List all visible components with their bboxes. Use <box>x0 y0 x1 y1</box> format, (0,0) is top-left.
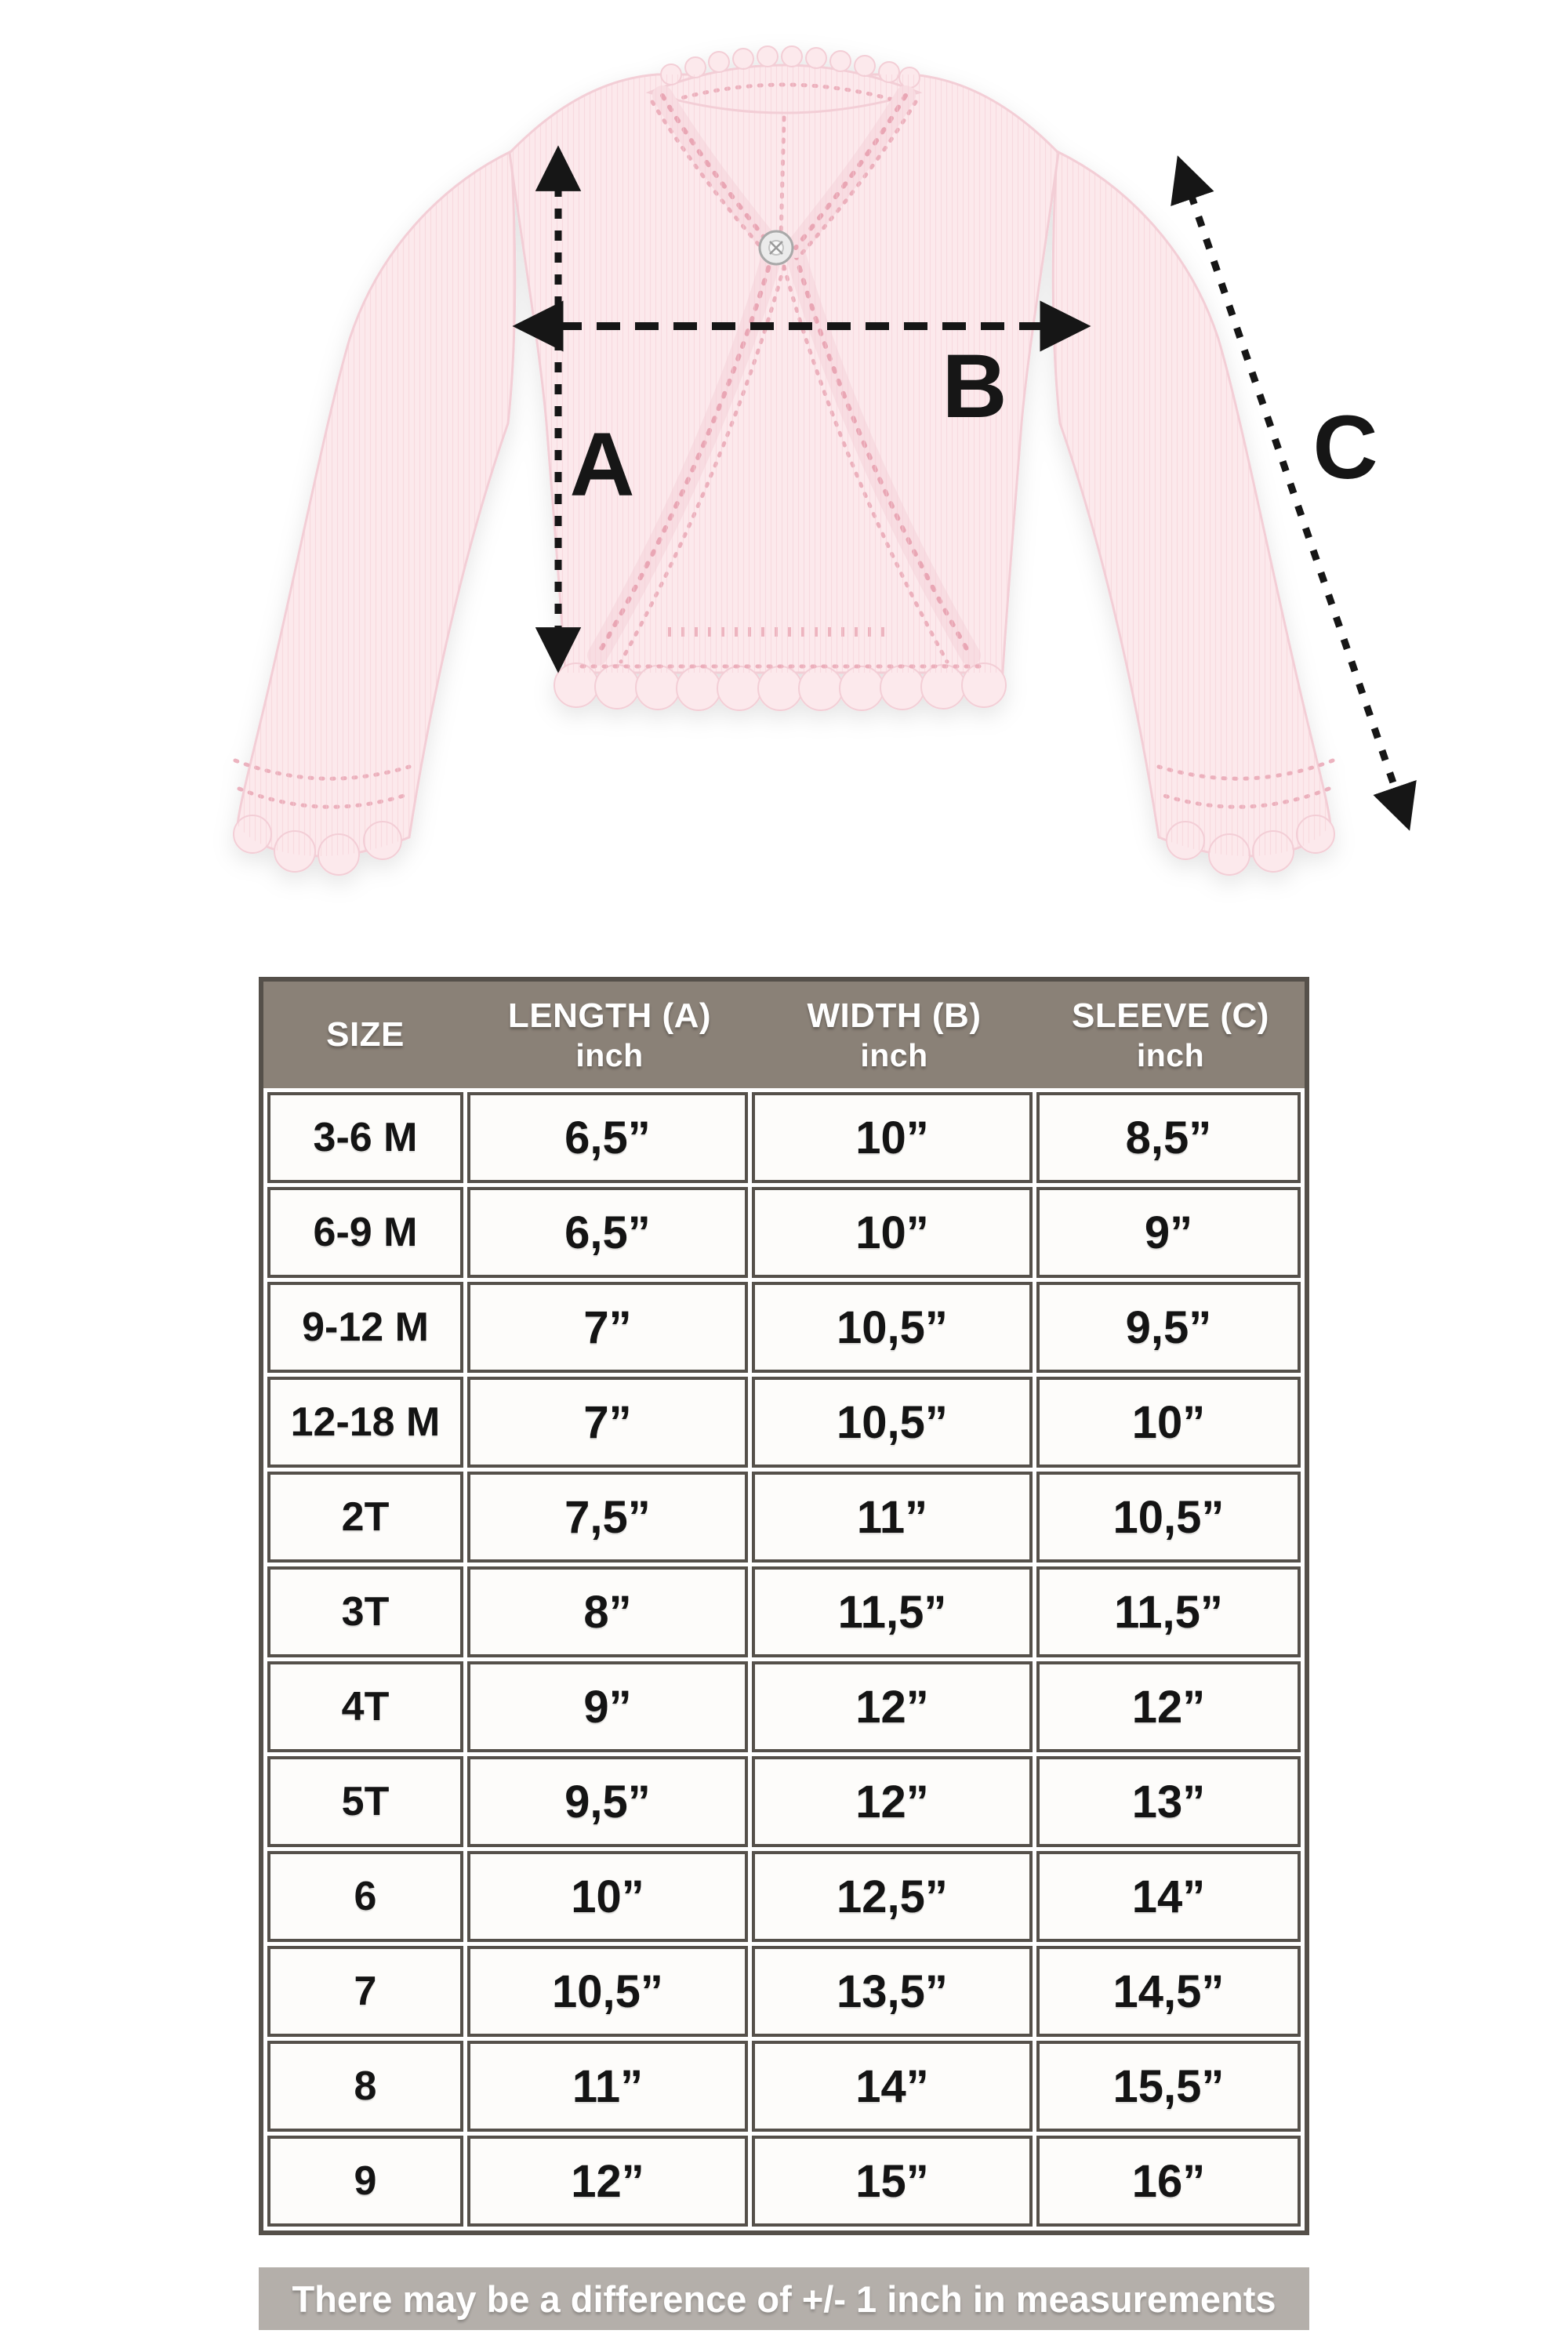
width-cell: 10” <box>752 1092 1033 1183</box>
width-cell: 12” <box>752 1756 1033 1847</box>
length-cell: 6,5” <box>467 1187 748 1278</box>
label-sleeve-c: C <box>1312 397 1378 498</box>
header-cell-width <box>752 982 1036 1088</box>
length-cell: 11” <box>467 2041 748 2132</box>
length-cell: 12” <box>467 2136 748 2227</box>
sleeve-cell: 13” <box>1036 1756 1301 1847</box>
size-cell: 9 <box>267 2136 463 2227</box>
table-header <box>263 982 1305 1088</box>
length-cell: 8” <box>467 1566 748 1657</box>
knit-texture <box>196 31 1372 949</box>
header-label: WIDTH (B) <box>807 996 982 1035</box>
sleeve-cell: 8,5” <box>1036 1092 1301 1183</box>
sleeve-cell: 11,5” <box>1036 1566 1301 1657</box>
tolerance-note-text: There may be a difference of +/- 1 inch in measurements <box>292 2278 1276 2320</box>
sleeve-cell: 10” <box>1036 1377 1301 1468</box>
header-cell-sleeve <box>1036 982 1305 1088</box>
size-chart-table <box>259 977 1309 2235</box>
size-cell: 8 <box>267 2041 463 2132</box>
size-cell: 5T <box>267 1756 463 1847</box>
sleeve-cell: 10,5” <box>1036 1472 1301 1563</box>
width-cell: 15” <box>752 2136 1033 2227</box>
table-body <box>263 1088 1305 2230</box>
header-cell-length <box>467 982 752 1088</box>
sleeve-cell: 9,5” <box>1036 1282 1301 1373</box>
sleeve-cell: 15,5” <box>1036 2041 1301 2132</box>
width-cell: 11,5” <box>752 1566 1033 1657</box>
size-cell: 12-18 M <box>267 1377 463 1468</box>
width-cell: 14” <box>752 2041 1033 2132</box>
width-cell: 11” <box>752 1472 1033 1563</box>
size-cell: 3-6 M <box>267 1092 463 1183</box>
header-unit: inch <box>575 1036 644 1073</box>
width-cell: 10,5” <box>752 1377 1033 1468</box>
length-cell: 10” <box>467 1851 748 1942</box>
size-cell: 3T <box>267 1566 463 1657</box>
size-cell: 4T <box>267 1661 463 1752</box>
header-label: LENGTH (A) <box>507 996 712 1035</box>
header-label: SLEEVE (C) <box>1072 996 1269 1035</box>
sleeve-cell: 14,5” <box>1036 1946 1301 2037</box>
header-unit: inch <box>860 1036 928 1073</box>
length-cell: 7” <box>467 1282 748 1373</box>
sleeve-cell: 14” <box>1036 1851 1301 1942</box>
width-cell: 12” <box>752 1661 1033 1752</box>
width-cell: 12,5” <box>752 1851 1033 1942</box>
label-length-a: A <box>569 415 635 515</box>
label-width-b: B <box>942 336 1007 437</box>
length-cell: 9” <box>467 1661 748 1752</box>
length-cell: 7,5” <box>467 1472 748 1563</box>
header-unit: inch <box>1136 1036 1205 1073</box>
length-cell: 9,5” <box>467 1756 748 1847</box>
length-cell: 7” <box>467 1377 748 1468</box>
cardigan-illustration <box>0 0 1568 964</box>
tolerance-note-bar <box>259 2267 1309 2330</box>
sleeve-cell: 16” <box>1036 2136 1301 2227</box>
size-cell: 6-9 M <box>267 1187 463 1278</box>
header-label: SIZE <box>326 1015 405 1054</box>
header-cell-size <box>263 982 467 1088</box>
size-cell: 9-12 M <box>267 1282 463 1373</box>
length-cell: 10,5” <box>467 1946 748 2037</box>
width-cell: 10,5” <box>752 1282 1033 1373</box>
sleeve-cell: 12” <box>1036 1661 1301 1752</box>
length-cell: 6,5” <box>467 1092 748 1183</box>
size-cell: 7 <box>267 1946 463 2037</box>
width-cell: 10” <box>752 1187 1033 1278</box>
sleeve-cell: 9” <box>1036 1187 1301 1278</box>
width-cell: 13,5” <box>752 1946 1033 2037</box>
size-cell: 6 <box>267 1851 463 1942</box>
button <box>760 231 793 264</box>
size-cell: 2T <box>267 1472 463 1563</box>
